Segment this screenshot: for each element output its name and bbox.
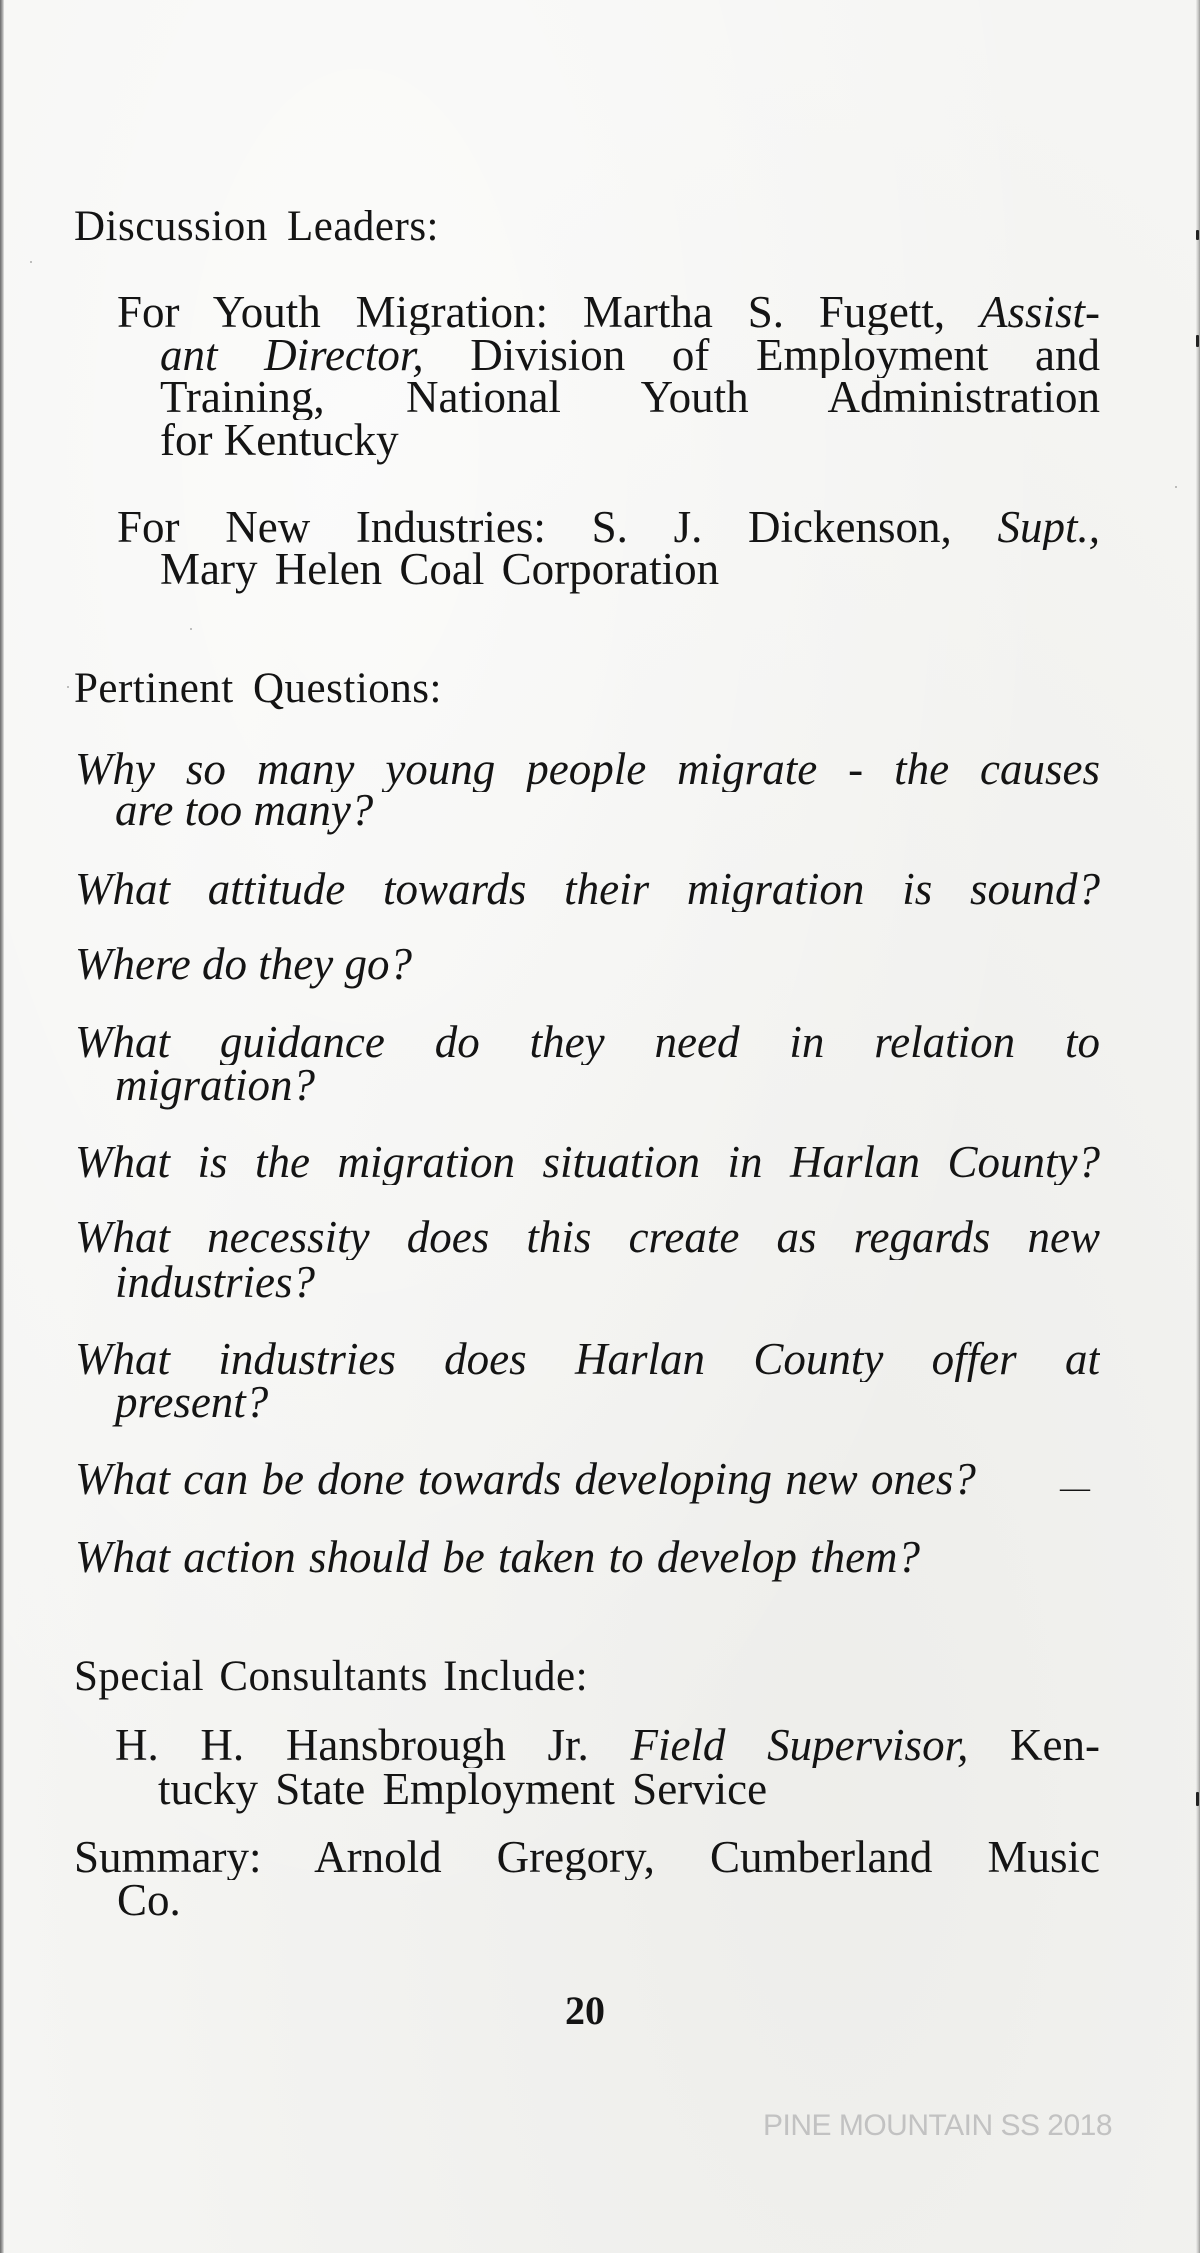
consultant-org-start: Ken- bbox=[968, 1723, 1100, 1768]
leader-title-italic: ant Director, bbox=[160, 333, 424, 378]
question-line: What is the migration situation in Harlan County? bbox=[75, 1140, 1100, 1185]
edge-mark bbox=[1196, 1792, 1199, 1806]
youth-migration-line-1 bbox=[117, 290, 1100, 335]
question-line: What necessity does this create as regards new bbox=[75, 1215, 1100, 1260]
consultant-title-italic: Field Supervisor, bbox=[630, 1723, 969, 1768]
new-industries-line-2: Mary Helen Coal Corporation bbox=[160, 544, 720, 594]
edge-mark bbox=[1196, 335, 1199, 347]
question-line: What attitude towards their migration is sound? bbox=[75, 867, 1100, 912]
youth-migration-line-2 bbox=[160, 333, 1100, 378]
youth-migration-leader-text: For Youth Migration: Martha S. Fugett, bbox=[117, 290, 980, 335]
question-line: What industries does Harlan County offer at bbox=[75, 1337, 1100, 1382]
paper-speck bbox=[1175, 486, 1177, 488]
paper-speck bbox=[30, 261, 32, 263]
youth-migration-division-text: Division of Employment and bbox=[423, 333, 1100, 378]
paper-speck bbox=[67, 686, 69, 688]
consultant-name: H. H. Hansbrough Jr. bbox=[115, 1723, 631, 1768]
discussion-leaders-heading: Discussion Leaders: bbox=[74, 203, 440, 250]
trailing-dash-mark: __ bbox=[1060, 1461, 1090, 1494]
consultant-line-2: tucky State Employment Service bbox=[158, 1764, 768, 1814]
pertinent-questions-heading: Pertinent Questions: bbox=[74, 665, 442, 712]
leader-title-italic: Assist- bbox=[979, 290, 1100, 335]
paper-speck bbox=[190, 628, 192, 630]
question-line: migration? bbox=[115, 1060, 316, 1110]
question-line: present? bbox=[115, 1377, 269, 1427]
question-line: What action should be taken to develop them? bbox=[75, 1532, 921, 1582]
summary-line-1: Summary: Arnold Gregory, Cumberland Music bbox=[74, 1835, 1100, 1880]
question-line: industries? bbox=[115, 1257, 316, 1307]
page-left-edge bbox=[0, 0, 4, 2253]
question-line: Why so many young people migrate - the causes bbox=[75, 747, 1100, 792]
consultant-line-1 bbox=[115, 1723, 1100, 1768]
question-line: Where do they go? bbox=[75, 939, 412, 989]
question-line: What guidance do they need in relation to bbox=[75, 1020, 1100, 1065]
special-consultants-heading: Special Consultants Include: bbox=[74, 1653, 589, 1700]
youth-migration-line-4: for Kentucky bbox=[160, 415, 399, 465]
question-line: are too many? bbox=[115, 785, 374, 835]
leader-title-italic: Supt., bbox=[997, 505, 1100, 550]
youth-migration-line-3: Training, National Youth Administration bbox=[160, 375, 1100, 420]
new-industries-leader-text: For New Industries: S. J. Dickenson, bbox=[117, 505, 998, 550]
summary-line-2: Co. bbox=[117, 1875, 181, 1925]
question-line: What can be done towards developing new ones? bbox=[75, 1454, 976, 1504]
edge-mark bbox=[1196, 230, 1199, 240]
watermark: PINE MOUNTAIN SS 2018 bbox=[763, 2109, 1113, 2142]
page-number: 20 bbox=[565, 1988, 605, 2033]
